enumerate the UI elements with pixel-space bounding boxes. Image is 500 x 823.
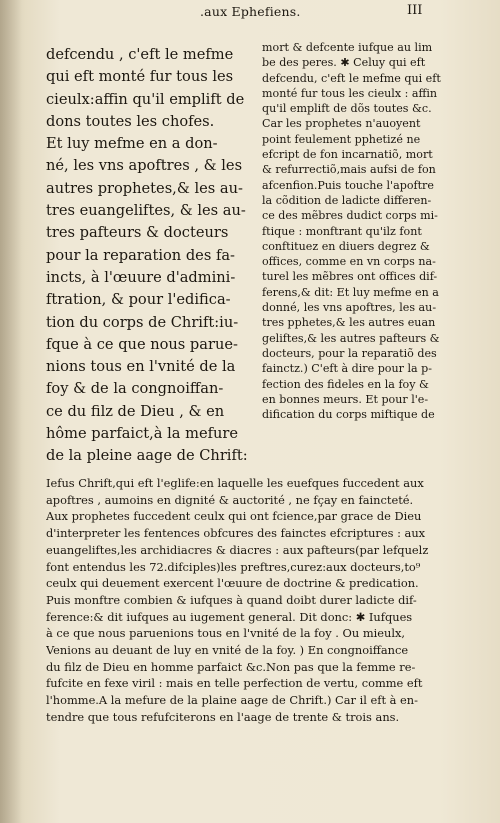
text-line: defcendu, c'eft le mefme qui eft <box>262 71 441 85</box>
text-line: tion du corps de Chrift:iu- <box>46 313 239 331</box>
text-line: conftituez en diuers degrez & <box>262 239 430 253</box>
text-line: nions tous en l'vnité de la <box>46 358 236 376</box>
text-line: qu'il emplift de dõs toutes &c. <box>262 102 432 116</box>
text-line: geliftes,& les autres pafteurs & <box>262 331 440 345</box>
text-line: pour la reparation des fa- <box>46 246 235 264</box>
commentary-continuation <box>46 475 476 726</box>
text-line: fainctz.) C'eft à dire pour la p- <box>262 362 432 376</box>
text-line: du filz de Dieu en homme parfaict &c.Non pas que la femme re- <box>46 659 416 674</box>
running-head: .aux Ephefiens. <box>200 4 301 19</box>
text-line: Car les prophetes n'auoyent <box>262 117 421 131</box>
text-line: Et luy mefme en a don- <box>46 135 218 153</box>
text-line: Puis monftre combien & iufques à quand doibt durer ladicte dif- <box>46 592 417 607</box>
text-line: defcendu , c'eft le mefme <box>46 46 234 63</box>
text-line: dification du corps miftique de <box>262 408 435 422</box>
text-line: offices, comme en vn corps na- <box>262 255 436 269</box>
text-line: tendre que tous refufciterons en l'aage de trente & trois ans. <box>46 709 400 724</box>
text-line: ference:& dit iufques au iugement general. Dit donc: ✱ Iufques <box>46 609 413 624</box>
text-line: turel les mẽbres ont offices dif- <box>262 270 438 284</box>
text-line: euangeliftes,les archidiacres & diacres : aux pafteurs(par lefquelz <box>46 542 429 557</box>
text-line: autres prophetes,& les au- <box>46 179 243 197</box>
text-line: monté fur tous les cieulx : affin <box>262 86 438 100</box>
text-line: ce du filz de Dieu , & en <box>46 402 225 420</box>
text-line: ceulx qui deuement exercent l'œuure de doctrine & predication. <box>46 576 419 591</box>
text-line: ferens,& dit: Et luy mefme en a <box>262 285 439 299</box>
text-line: cieulx:affin qu'il emplift de <box>46 90 245 108</box>
text-line: dons toutes les chofes. <box>46 112 215 130</box>
text-line: fque à ce que nous parue- <box>46 335 238 353</box>
text-line: efcript de fon incarnatiõ, mort <box>262 148 433 162</box>
text-line: donné, les vns apoftres, les au- <box>262 301 437 315</box>
commentary-column <box>262 40 474 422</box>
text-line: ftration, & pour l'edifica- <box>46 291 231 309</box>
text-line: ftique : monftrant qu'ilz font <box>262 224 422 238</box>
text-line: qui eft monté fur tous les <box>46 68 234 86</box>
text-line: incts, à l'œuure d'admini- <box>46 268 236 286</box>
text-line: tres pafteurs & docteurs <box>46 224 229 242</box>
text-line: mort & defcente iufque au lim <box>262 41 433 54</box>
text-line: d'interpreter les fentences obfcures des fainctes efcriptures : aux <box>46 526 426 541</box>
text-line: docteurs, pour la reparatiõ des <box>262 346 437 360</box>
text-line: font entendus les 72.difciples)les preftres,curez:aux docteurs,to⁹ <box>46 559 421 574</box>
text-line: à ce que nous paruenions tous en l'vnité de la foy . Ou mieulx, <box>46 626 406 641</box>
text-line: en bonnes meurs. Et pour l'e- <box>262 392 429 406</box>
text-line: & refurrectiõ,mais aufsi de fon <box>262 163 436 177</box>
text-line: Venions au deuant de luy en vnité de la foy. ) En congnoiffance <box>46 643 409 658</box>
text-line: apoftres , aumoins en dignité & auctorité , ne fçay en faincteté. <box>46 492 414 507</box>
text-line: né, les vns apoftres , & les <box>46 157 243 175</box>
text-line: Iefus Chrift,qui eft l'eglife:en laquelle les euefques fuccedent aux <box>46 476 424 490</box>
text-line: de la pleine aage de Chrift: <box>46 447 248 465</box>
text-line: fection des fideles en la foy & <box>262 377 429 391</box>
text-line: be des peres. ✱ Celuy qui eft <box>262 56 426 70</box>
text-line: la cõdition de ladicte differen- <box>262 193 432 207</box>
text-line: tres pphetes,& les autres euan <box>262 316 436 330</box>
folio-number: III <box>407 3 423 18</box>
scripture-column <box>46 44 252 468</box>
text-line: ce des mẽbres dudict corps mi- <box>262 209 438 223</box>
text-line: foy & de la congnoiffan- <box>46 380 224 398</box>
text-line: afcenfion.Puis touche l'apoftre <box>262 178 434 192</box>
text-line: tres euangeliftes, & les au- <box>46 202 246 220</box>
gutter-shadow <box>0 0 22 823</box>
text-line: fufcite en fexe viril : mais en telle perfection de vertu, comme eft <box>46 676 423 691</box>
page-header <box>0 4 500 22</box>
text-line: l'homme.A la mefure de la plaine aage de Chrift.) Car il eft à en- <box>46 693 418 708</box>
text-line: Aux prophetes fuccedent ceulx qui ont fcience,par grace de Dieu <box>46 509 422 524</box>
text-line: hôme parfaict,à la mefure <box>46 425 238 443</box>
text-line: point feulement pphetizé ne <box>262 132 421 146</box>
